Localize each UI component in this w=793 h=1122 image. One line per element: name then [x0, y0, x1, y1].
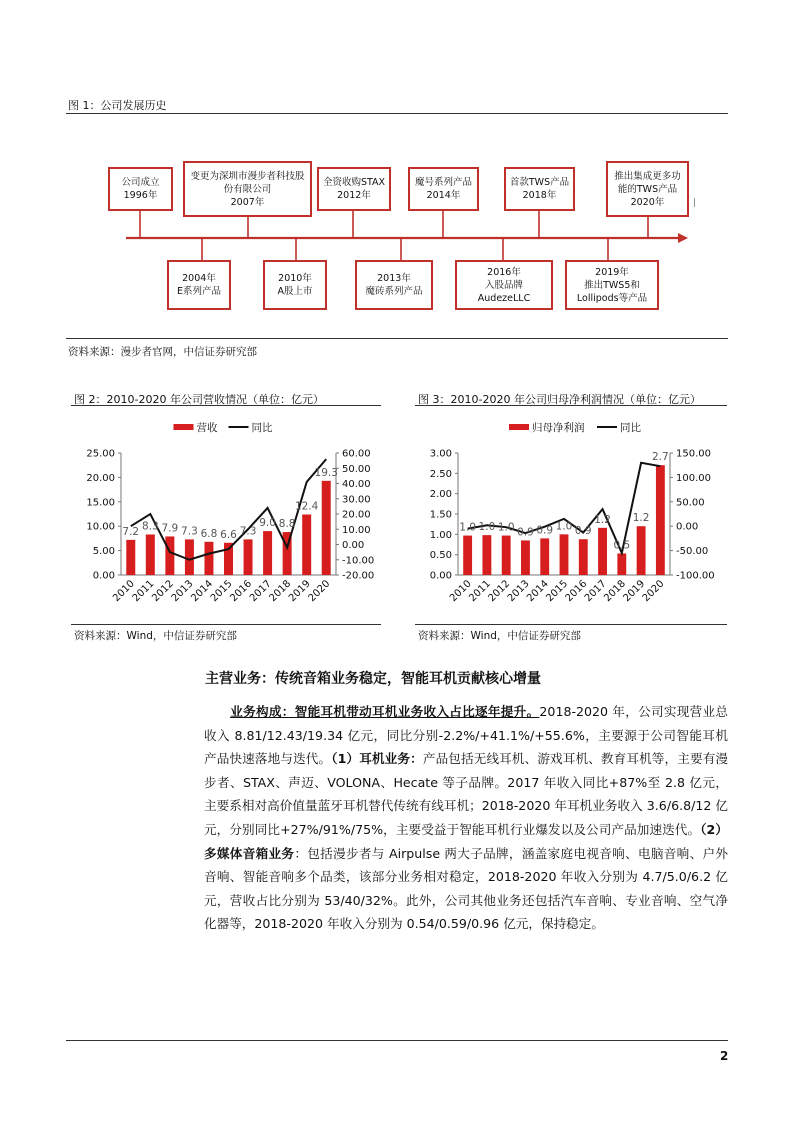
- bar: [204, 542, 213, 575]
- fig1-title: 图 1：公司发展历史: [68, 99, 167, 112]
- x-tick-label: 2016: [563, 578, 590, 605]
- x-tick-label: 2014: [189, 578, 216, 605]
- timeline-event-2004: 2004年 E系列产品: [167, 260, 231, 310]
- bar-data-label: 7.9: [161, 522, 179, 535]
- x-tick-label: 2012: [150, 578, 176, 605]
- bar: [322, 481, 331, 575]
- body-text-1: 2018-2020 年，公司实现营业总收入 8.81/12.43/19.34 亿元，同比分别-2.2%/+41.1%/+55.6%，主要源于公司智能耳机产品快速落地与迭代。: [204, 704, 728, 767]
- x-tick-label: 2013: [169, 578, 196, 605]
- bar-data-label: 7.3: [181, 525, 198, 538]
- net-profit-chart: [415, 410, 727, 622]
- bar: [502, 536, 511, 575]
- x-tick-label: 2015: [208, 578, 235, 605]
- left-tick-label: 1.00: [429, 529, 452, 541]
- x-tick-label: 2020: [306, 578, 333, 605]
- left-tick-label: 25.00: [86, 448, 115, 460]
- left-tick-label: 0.00: [92, 570, 115, 582]
- bar-data-label: 0.9: [536, 524, 554, 537]
- right-tick-label: 50.00: [342, 463, 371, 475]
- fig1-bottom-rule: [66, 338, 728, 339]
- bar-data-label: 1.0: [555, 520, 573, 533]
- right-tick-label: 150.00: [676, 448, 711, 460]
- body-text-2: 产品包括无线耳机、游戏耳机、教育耳机等，主要有漫步者、STAX、声迈、VOLONA、Hecate 等子品牌。2017 年收入同比+87%至 2.8 亿元，主要系相对高价值量蓝牙耳机替代传统有线耳机；2018-2020 年耳机业务收入 3.6/6.8/12 亿元，分别同比+27%/91%/75%，主要受益于智能耳机行业爆发以及公司产品加速迭代。: [204, 751, 729, 837]
- bar: [540, 538, 549, 575]
- bar-data-label: 2.7: [652, 451, 669, 464]
- fig1-top-rule: [66, 113, 728, 114]
- x-tick-label: 2015: [544, 578, 571, 605]
- bar: [482, 535, 491, 575]
- bar-data-label: 0.5: [613, 539, 631, 552]
- legend-line-label: 同比: [251, 422, 273, 434]
- right-tick-label: 40.00: [342, 479, 371, 490]
- bar: [126, 540, 135, 575]
- legend-bar-label: 归母净利润: [532, 422, 585, 434]
- timeline-arrowhead: [678, 233, 688, 243]
- bar: [560, 534, 569, 575]
- legend-line-label: 同比: [620, 422, 641, 434]
- left-tick-label: 1.50: [429, 509, 452, 521]
- x-tick-label: 2010: [447, 578, 474, 605]
- footer-rule: [66, 1040, 728, 1041]
- body-paragraph: [204, 700, 728, 936]
- x-tick-label: 2012: [486, 578, 513, 605]
- timeline-event-2007: 变更为深圳市漫步者科技股 份有限公司 2007年: [183, 161, 312, 217]
- right-tick-label: 10.00: [342, 524, 371, 536]
- fig3-title: 图 3：2010-2020 年公司归母净利润情况（单位：亿元）: [418, 393, 701, 406]
- bar-data-label: 1.2: [632, 512, 650, 525]
- bar: [656, 465, 665, 575]
- x-tick-label: 2014: [525, 578, 551, 605]
- bar-data-label: 9.0: [259, 517, 276, 530]
- bar: [146, 534, 155, 575]
- bar-data-label: 12.4: [294, 500, 319, 513]
- bar-data-label: 1.2: [594, 513, 611, 526]
- timeline-event-2012: 全资收购STAX 2012年: [317, 167, 391, 211]
- x-tick-label: 2013: [505, 578, 532, 605]
- fig1-source: 资料来源：漫步者官网，中信证券研究部: [68, 346, 257, 358]
- speaker-heading: （2）多媒体音箱业务: [204, 821, 728, 861]
- right-tick-label: 20.00: [342, 509, 371, 521]
- bar-data-label: 0.9: [517, 526, 534, 539]
- x-tick-label: 2018: [602, 578, 628, 605]
- bar: [302, 514, 311, 575]
- revenue-chart: [71, 410, 381, 622]
- fig2-title: 图 2：2010-2020 年公司营收情况（单位：亿元）: [74, 393, 324, 406]
- right-tick-label: -50.00: [676, 546, 709, 558]
- left-tick-label: 0.00: [429, 570, 452, 582]
- x-tick-label: 2019: [621, 578, 648, 605]
- bar-data-label: 8.8: [278, 518, 296, 531]
- bar-data-label: 7.2: [122, 525, 140, 538]
- right-tick-label: -20.00: [342, 570, 375, 582]
- fig3-top-rule: [415, 405, 727, 406]
- right-tick-label: -10.00: [342, 555, 375, 567]
- bar: [185, 539, 194, 575]
- right-tick-label: 60.00: [342, 448, 371, 460]
- left-tick-label: 20.00: [86, 472, 115, 484]
- fig3-bottom-rule: [415, 624, 727, 625]
- body-text-3: ：包括漫步者与 Airpulse 两大子品牌，涵盖家庭电视音响、电脑音响、户外音响、智能音响多个品类，该部分业务相对稳定，2018-2020 年收入分别为 4.7/5.0/6.2 亿元，营收占比分别为 53/40/32%。此外，公司其他业务还包括汽车音响、专业音响、空气净化器等，2018-2020 年收入分别为 0.54/0.59/0.96 亿元，保持稳定。: [204, 845, 728, 932]
- earphone-heading: （1）耳机业务：: [331, 751, 423, 767]
- legend-bar-label: 营收: [196, 422, 218, 434]
- timeline-event-2013: 2013年 魔砖系列产品: [355, 260, 433, 310]
- right-tick-label: 50.00: [676, 497, 705, 509]
- fig2-source: 资料来源：Wind，中信证券研究部: [74, 630, 237, 642]
- left-tick-label: 15.00: [86, 497, 115, 509]
- timeline-event-1996: 公司成立 1996年: [108, 167, 173, 211]
- timeline-event-2018: 首款TWS产品 2018年: [504, 167, 575, 211]
- right-tick-label: 100.00: [676, 472, 711, 484]
- left-tick-label: 0.50: [429, 550, 452, 562]
- legend-bar-swatch: [174, 424, 194, 430]
- lead-sentence: 业务构成：智能耳机带动耳机业务收入占比逐年提升。: [230, 704, 540, 719]
- x-tick-label: 2010: [111, 578, 137, 605]
- bar-data-label: 8.3: [141, 520, 159, 533]
- left-tick-label: 2.00: [429, 489, 452, 501]
- fig3-source: 资料来源：Wind，中信证券研究部: [418, 630, 581, 642]
- bar-data-label: 1.0: [459, 521, 476, 534]
- timeline-event-2010: 2010年 A股上市: [263, 260, 327, 310]
- x-tick-label: 2019: [287, 578, 313, 605]
- x-tick-label: 2017: [582, 578, 609, 605]
- bar: [244, 539, 253, 575]
- bar-data-label: 19.3: [314, 466, 338, 479]
- left-tick-label: 10.00: [86, 521, 115, 533]
- x-tick-label: 2011: [467, 578, 494, 605]
- timeline-edge-mark: |: [693, 198, 697, 208]
- timeline-event-2020: 推出集成更多功 能的TWS产品 2020年: [606, 161, 689, 217]
- left-tick-label: 2.50: [429, 468, 452, 480]
- right-tick-label: 0.00: [342, 540, 365, 551]
- bar: [463, 536, 472, 575]
- bar: [637, 526, 646, 575]
- section-title: 主营业务：传统音箱业务稳定，智能耳机贡献核心增量: [205, 671, 541, 687]
- bar: [579, 539, 588, 575]
- bar-data-label: 1.0: [497, 521, 515, 534]
- fig2-top-rule: [71, 405, 381, 406]
- left-tick-label: 3.00: [429, 448, 452, 460]
- timeline-event-2016: 2016年 入股品牌AudezeLLC: [455, 260, 553, 310]
- page-number: 2: [720, 1049, 729, 1063]
- bar-data-label: 7.3: [239, 525, 257, 538]
- timeline-event-2014: 魔号系列产品 2014年: [408, 167, 479, 211]
- bar: [521, 540, 530, 575]
- legend-bar-swatch: [509, 424, 529, 430]
- x-tick-label: 2016: [228, 578, 255, 605]
- left-tick-label: 5.00: [92, 546, 115, 558]
- x-tick-label: 2020: [640, 578, 667, 605]
- bar: [598, 528, 607, 575]
- right-tick-label: 0.00: [676, 521, 699, 533]
- bar-data-label: 6.8: [200, 527, 218, 540]
- bar: [224, 543, 233, 575]
- bar-data-label: 1.0: [478, 521, 496, 534]
- timeline-event-2019: 2019年 推出TWS5和 Lollipods等产品: [565, 260, 659, 310]
- fig2-bottom-rule: [71, 624, 381, 625]
- x-tick-label: 2017: [247, 578, 274, 605]
- bar: [617, 553, 626, 575]
- x-tick-label: 2011: [130, 578, 157, 605]
- bar-data-label: 6.6: [220, 528, 237, 541]
- right-tick-label: 30.00: [342, 494, 371, 506]
- bar: [165, 536, 174, 575]
- right-tick-label: -100.00: [676, 570, 715, 582]
- bar: [263, 531, 272, 575]
- bar-data-label: 0.9: [574, 525, 592, 538]
- x-tick-label: 2018: [267, 578, 294, 605]
